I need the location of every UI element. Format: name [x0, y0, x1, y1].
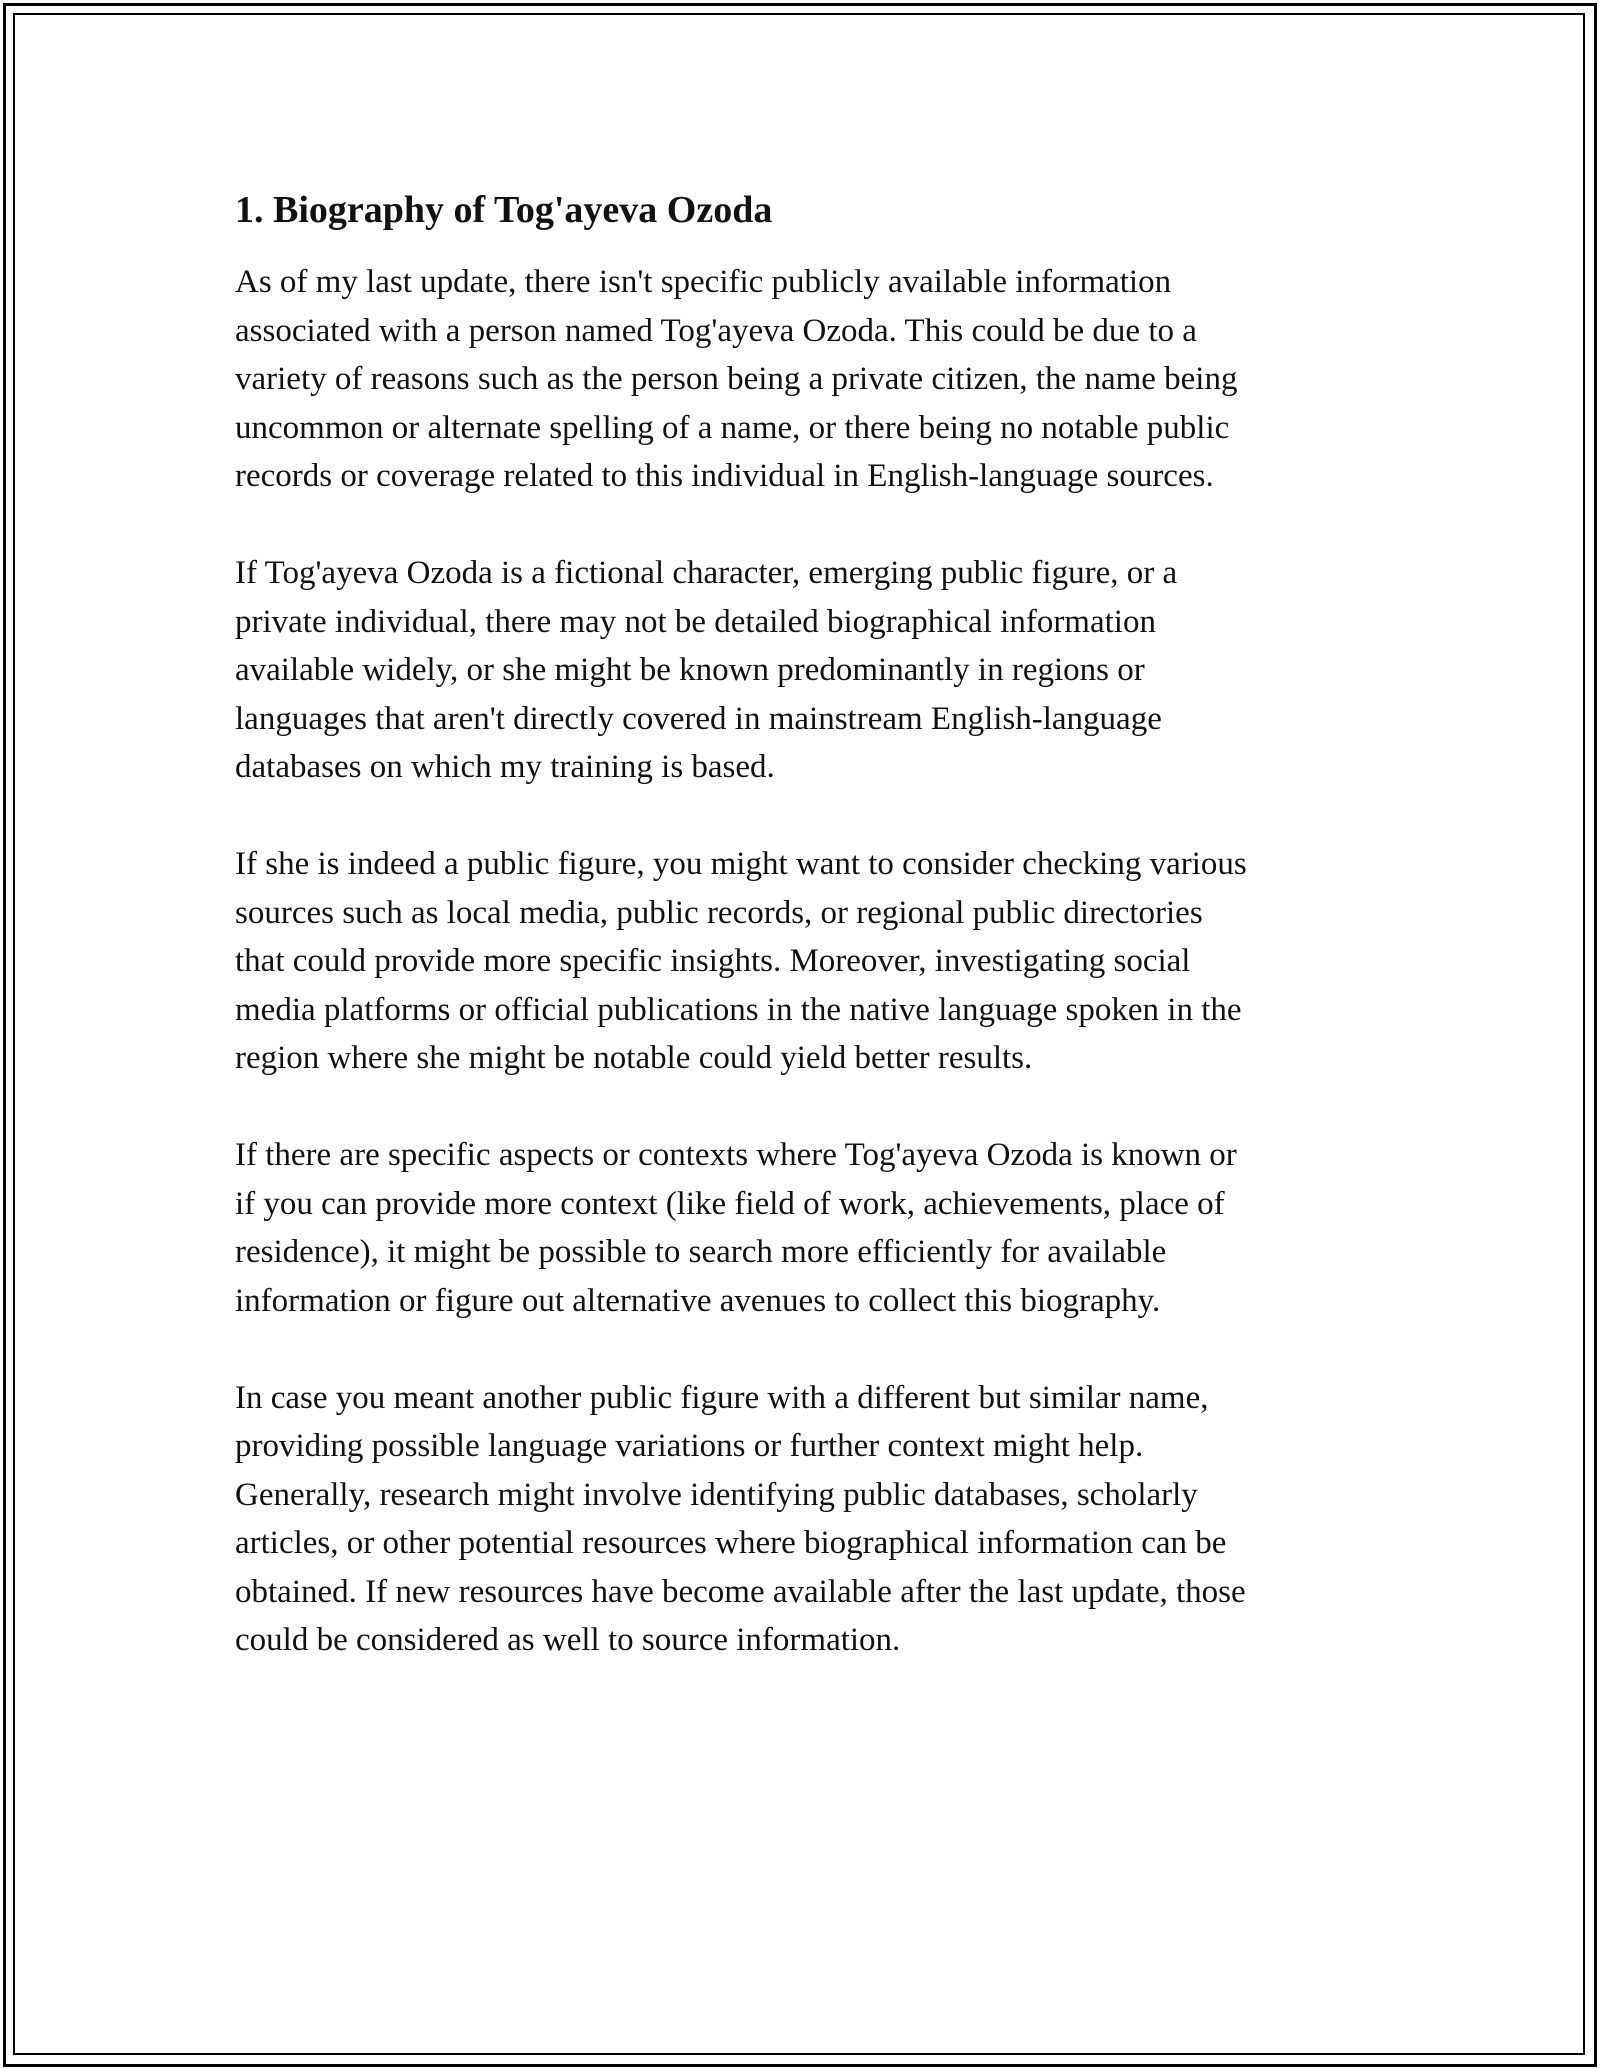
paragraph-3: If she is indeed a public figure, you might want to consider checking various sources such as local media, public records, or regional public directories that could provide more specific insights. Moreover, investigating social media platforms or official publications in the native language spoken in the region where she might be notable could yield better results. — [235, 846, 1247, 1076]
section-heading: 1. Biography of Tog'ayeva Ozoda — [235, 189, 773, 231]
paragraph-2: If Tog'ayeva Ozoda is a fictional character, emerging public figure, or a private individual, there may not be detailed biographical information available widely, or she might be known predominantly in regions or languages that aren't directly covered in mainstream English-language databases on which my training is based. — [235, 555, 1178, 785]
document-body — [235, 186, 1370, 1713]
paragraph-1: As of my last update, there isn't specific publicly available information associated with a person named Tog'ayeva Ozoda. This could be due to a variety of reasons such as the person being a private citizen, the name being uncommon or alternate spelling of a name, or there being no notable public records or coverage related to this individual in English-language sources. — [235, 264, 1238, 494]
paragraph-4: If there are specific aspects or contexts where Tog'ayeva Ozoda is known or if you can provide more context (like field of work, achievements, place of residence), it might be possible to search more efficiently for available information or figure out alternative avenues to collect this biography. — [235, 1137, 1237, 1319]
paragraph-5: In case you meant another public figure with a different but similar name, providing possible language variations or further context might help. Generally, research might involve identifying public databases, scholarly articles, or other potential resources where biographical information can be obtained. If new resources have become available after the last update, those could be considered as well to source information. — [235, 1379, 1246, 1658]
